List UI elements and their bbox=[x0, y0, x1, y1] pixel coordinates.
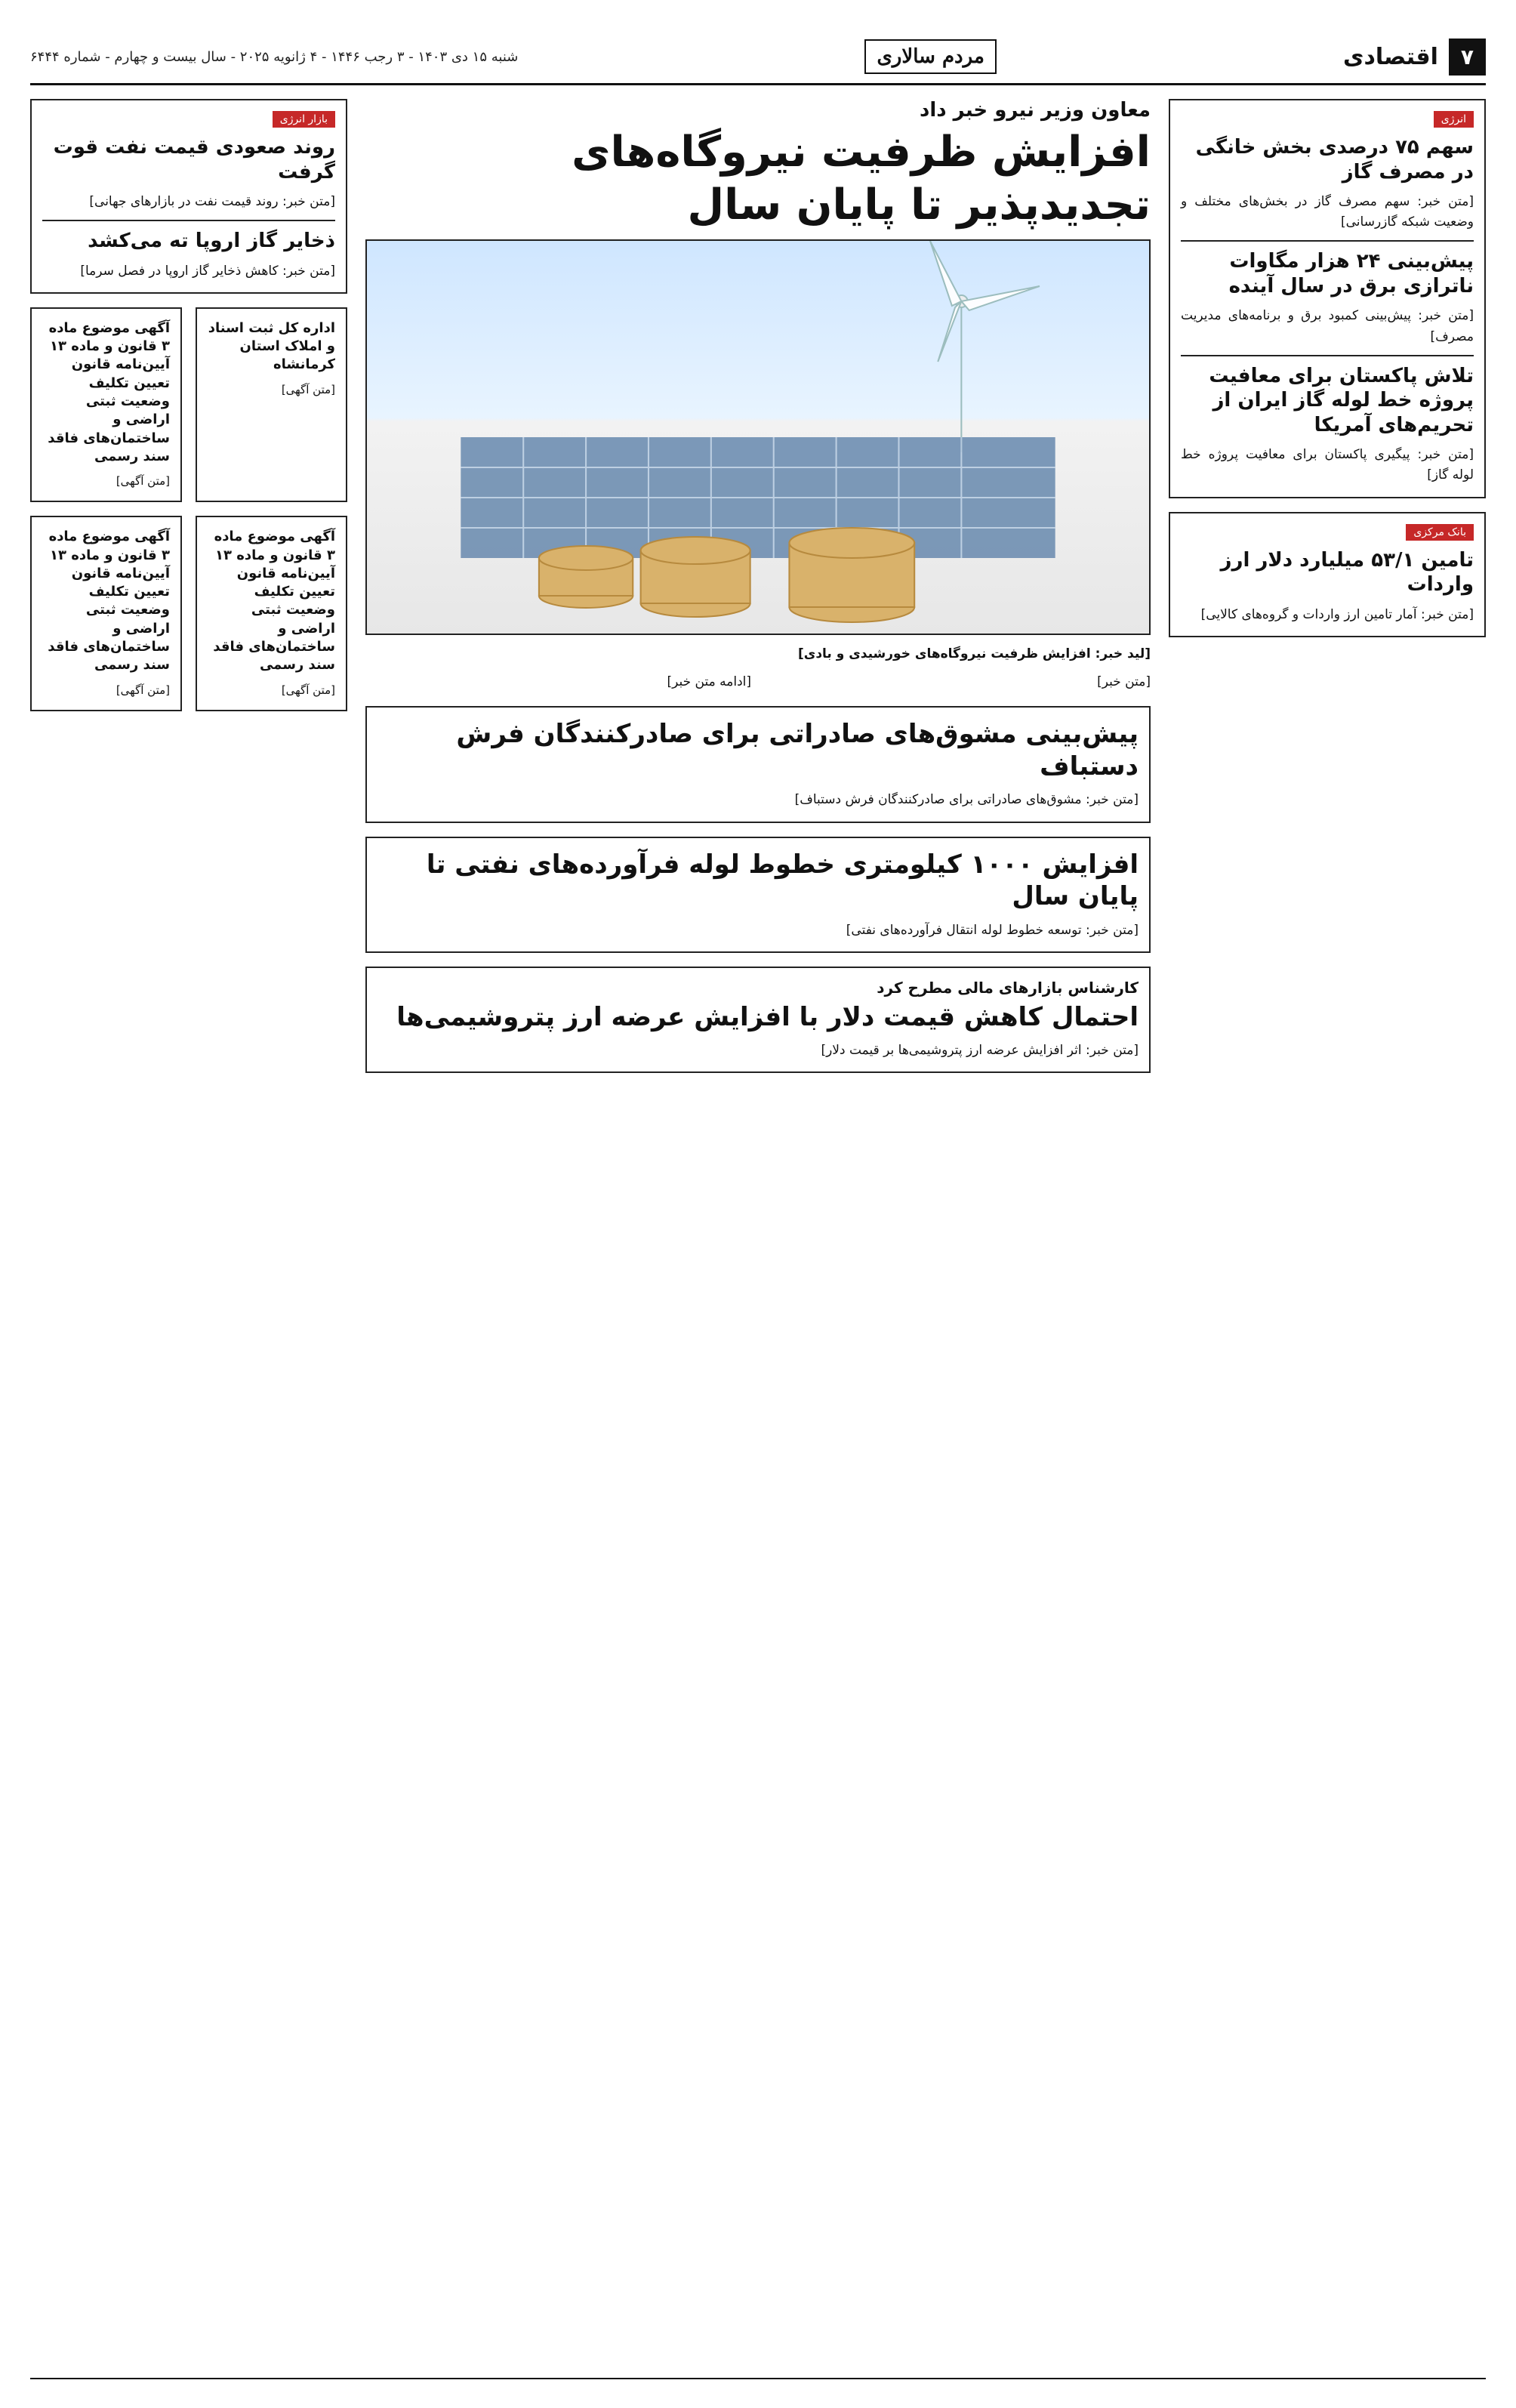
article-title: پیش‌بینی ۲۴ هزار مگاوات ناترازی برق در سال آینده bbox=[1228, 250, 1474, 298]
article-title: تلاش پاکستان برای معافیت پروژه خط لوله گاز ایران از تحریم‌های آمریکا bbox=[1209, 364, 1474, 436]
hero-image bbox=[365, 239, 1151, 635]
lead-paragraph: [لید خبر: افزایش ظرفیت نیروگاه‌های خورشیدی و بادی] bbox=[797, 646, 1151, 661]
article-text: [متن خبر: سهم مصرف گاز در بخش‌های مختلف و وضعیت شبکه گازرسانی] bbox=[1181, 194, 1474, 230]
kicker: کارشناس بازارهای مالی مطرح کرد bbox=[877, 978, 1139, 997]
article-text: [متن خبر: پیش‌بینی کمبود برق و برنامه‌های مدیریت مصرف] bbox=[1181, 308, 1474, 344]
body-text: [متن خبر] bbox=[1097, 674, 1151, 690]
headline: احتمال کاهش قیمت دلار با افزایش عرضه ارز پتروشیمی‌ها bbox=[396, 1001, 1139, 1032]
logo: مردم سالاری bbox=[864, 39, 996, 74]
article-title: تامین ۵۳/۱ میلیارد دلار ارز واردات bbox=[1220, 548, 1474, 597]
body-text: [متن خبر: مشوق‌های صادراتی برای صادرکنندگان فرش دستباف] bbox=[794, 792, 1139, 808]
ad-title: آگهی موضوع ماده ۳ قانون و ماده ۱۳ آیین‌نامه قانون تعیین تکلیف وضعیت ثبتی اراضی و ساختمان‌های فاقد سند رسمی bbox=[48, 529, 170, 674]
ad-item bbox=[30, 516, 182, 711]
section-tag: بانک مرکزی bbox=[1406, 524, 1474, 541]
dateline: شنبه ۱۵ دی ۱۴۰۳ - ۳ رجب ۱۴۴۶ - ۴ ژانویه ۲۰۲۵ - سال بیست و چهارم - شماره ۶۴۴۴ bbox=[30, 48, 519, 65]
body-text: [متن خبر: توسعه خطوط لوله انتقال فرآورده‌های نفتی] bbox=[846, 922, 1139, 938]
main-grid bbox=[30, 99, 1486, 1073]
footer-rule bbox=[30, 2378, 1486, 2393]
ad-text: [متن آگهی] bbox=[116, 683, 170, 697]
body-text: [متن خبر: اثر افزایش عرضه ارز پتروشیمی‌ها بر قیمت دلار] bbox=[821, 1043, 1139, 1059]
ad-item bbox=[196, 307, 347, 502]
body-text: [ادامه متن خبر] bbox=[667, 674, 751, 690]
headline: پیش‌بینی مشوق‌های صادراتی برای صادرکنندگان فرش دستباف bbox=[456, 719, 1139, 782]
right-column bbox=[1169, 99, 1486, 1073]
masthead-left bbox=[1343, 39, 1486, 76]
center-column bbox=[365, 99, 1151, 1073]
divider bbox=[1181, 355, 1474, 356]
ad-title: اداره کل ثبت اسناد و املاک استان کرمانشاه bbox=[208, 319, 335, 373]
ad-item bbox=[196, 516, 347, 711]
ad-title: آگهی موضوع ماده ۳ قانون و ماده ۱۳ آیین‌نامه قانون تعیین تکلیف وضعیت ثبتی اراضی و ساختمان‌های فاقد سند رسمی bbox=[213, 529, 335, 674]
right-box-1 bbox=[1169, 99, 1486, 498]
section-tag: بازار انرژی bbox=[273, 111, 335, 128]
headline: افزایش ۱۰۰۰ کیلومتری خطوط لوله فرآورده‌های نفتی تا پایان سال bbox=[426, 849, 1139, 912]
article-title: سهم ۷۵ درصدی بخش خانگی در مصرف گاز bbox=[1195, 136, 1474, 183]
wind-solar-illustration bbox=[367, 241, 1149, 634]
ad-text: [متن آگهی] bbox=[281, 683, 335, 697]
masthead bbox=[30, 30, 1486, 85]
article-text: [متن خبر: روند قیمت نفت در بازارهای جهانی] bbox=[89, 194, 335, 209]
article-title: ذخایر گاز اروپا ته می‌کشد bbox=[88, 230, 335, 253]
left-box-1 bbox=[30, 99, 347, 294]
section-title: اقتصادی bbox=[1343, 43, 1438, 70]
left-column bbox=[30, 99, 347, 1073]
lead-body bbox=[365, 672, 1151, 692]
page-number: ۷ bbox=[1449, 39, 1486, 76]
ad-item bbox=[30, 307, 182, 502]
article-text: [متن خبر: آمار تامین ارز واردات و گروه‌های کالایی] bbox=[1200, 606, 1474, 622]
divider bbox=[42, 220, 335, 221]
divider bbox=[1181, 240, 1474, 242]
article-text: [متن خبر: کاهش ذخایر گاز اروپا در فصل سرما] bbox=[80, 263, 335, 279]
section-tag: انرژی bbox=[1434, 111, 1474, 128]
story-2 bbox=[365, 706, 1151, 822]
right-box-2 bbox=[1169, 512, 1486, 637]
lead-story bbox=[365, 99, 1151, 692]
headline: افزایش ظرفیت نیروگاه‌های تجدیدپذیر تا پایان سال bbox=[572, 128, 1151, 230]
story-4 bbox=[365, 967, 1151, 1074]
ads-grid bbox=[30, 307, 347, 711]
article-title: روند صعودی قیمت نفت قوت گرفت bbox=[53, 136, 335, 183]
article-text: [متن خبر: پیگیری پاکستان برای معافیت پروژه خط لوله گاز] bbox=[1181, 447, 1474, 483]
story-3 bbox=[365, 837, 1151, 953]
ad-text: [متن آگهی] bbox=[116, 474, 170, 489]
ad-title: آگهی موضوع ماده ۳ قانون و ماده ۱۳ آیین‌نامه قانون تعیین تکلیف وضعیت ثبتی اراضی و ساختمان‌های فاقد سند رسمی bbox=[48, 319, 170, 464]
ad-text: [متن آگهی] bbox=[281, 382, 335, 396]
kicker: معاون وزیر نیرو خبر داد bbox=[920, 99, 1151, 122]
